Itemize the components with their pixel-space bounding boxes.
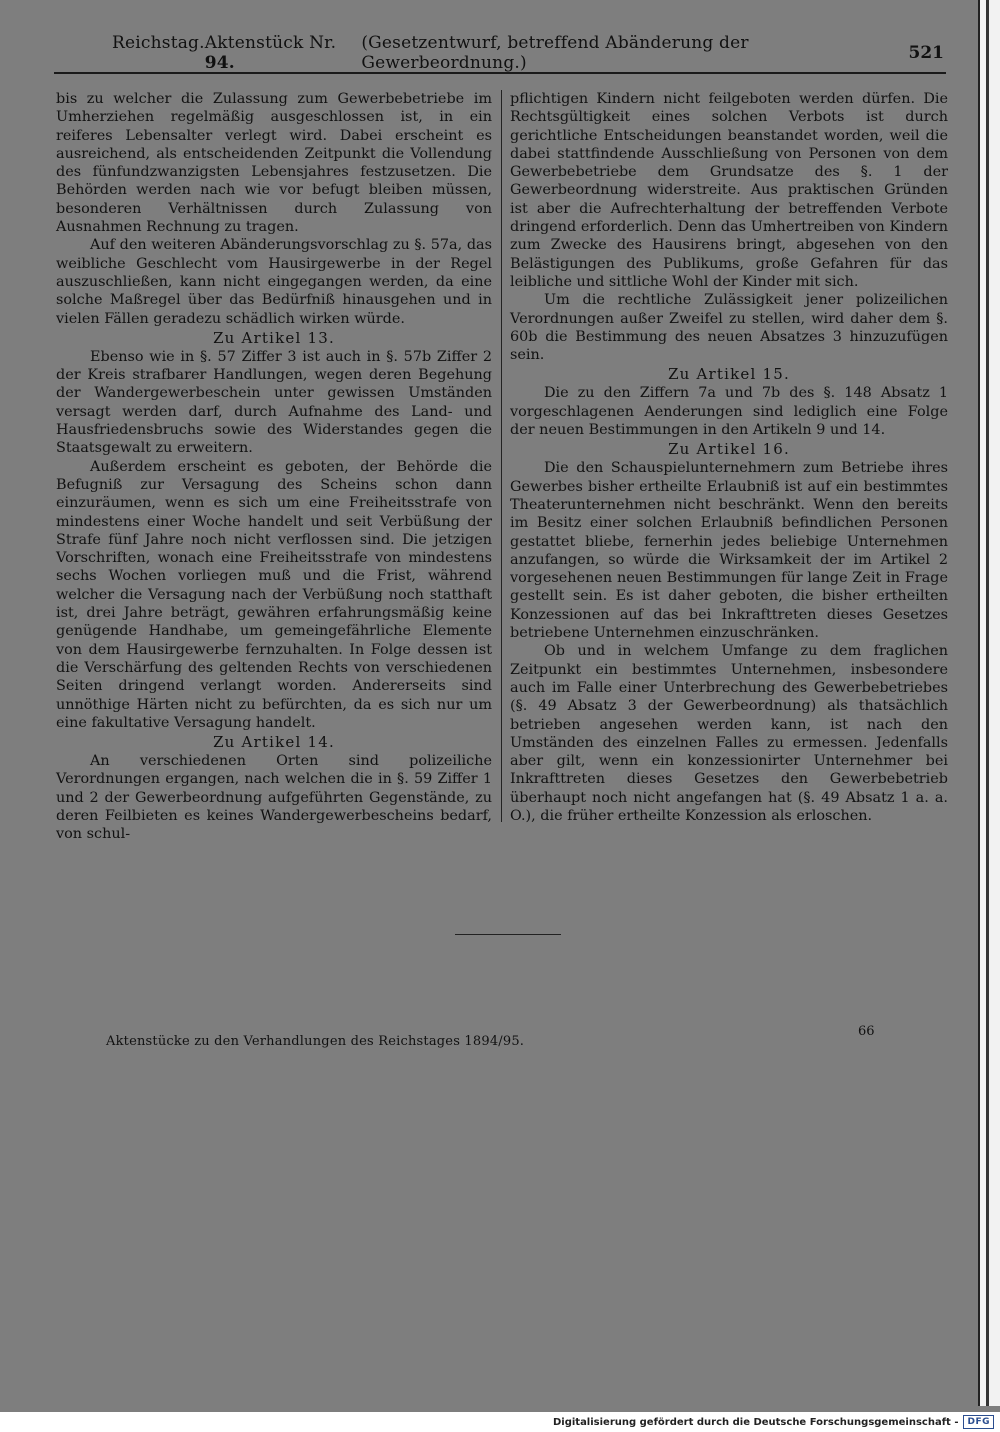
header-subject: (Gesetzentwurf, betreffend Abänderung der Gewerbeordnung.) [361, 33, 749, 73]
paragraph: Außerdem erscheint es geboten, der Behörde die Befugniß zur Versagung des Scheins schon dann einzuräumen, wenn es sich um eine Freiheitsstrafe von mindestens einer Woche handelt und seit Verbüßung der Strafe fünf Jahre noch nicht verflossen sind. Die jetzigen Vorschriften, wonach eine Freiheitsstrafe von mindestens sechs Wochen vorliegen muß und die Frist, während welcher die Versagung nach der Verbüßung noch statthaft ist, drei Jahre beträgt, gewähren erfahrungsmäßig keine genügende Handhabe, um gemeingefährliche Elemente von dem Hausirgewerbe fernzuhalten. In Folge dessen ist die Verschärfung des geltenden Rechts von verschiedenen Seiten dringend verlangt worden. Andererseits sind unnöthige Härten nicht zu befürchten, da es sich nur um eine fakultative Versagung handelt. [56, 458, 492, 731]
section-heading-artikel-13: Zu Artikel 13. [213, 328, 335, 347]
digitization-credit-text: Digitalisierung gefördert durch die Deutsche Forschungsgemeinschaft - [552, 1416, 959, 1428]
footer-signature-number: 66 [858, 1024, 875, 1039]
paragraph: Die den Schauspielunternehmern zum Betriebe ihres Gewerbes bisher ertheilte Erlaubniß ist auf ein bestimmtes Theaterunternehmen nicht beschränkt. Wenn den bereits im Besitz einer solchen Erlaubniß befindlichen Personen gestattet bliebe, fernerhin jedes beliebige Unternehmen anzufangen, so würde die Wirksamkeit der im Artikel 2 vorgesehenen neuen Bestimmungen für lange Zeit in Frage gestellt sein. Es ist daher geboten, die bisher ertheilten Konzessionen auf das bei Inkrafttreten dieses Gesetzes betriebene Unternehmen einzuschränken. [510, 460, 948, 642]
paragraph: Die zu den Ziffern 7a und 7b des §. 148 Absatz 1 vorgeschlagenen Aenderungen sind lediglich eine Folge der neuen Bestimmungen in den Artikeln 9 und 14. [510, 385, 948, 439]
paragraph: pflichtigen Kindern nicht feilgeboten werden dürfen. Die Rechtsgültigkeit eines solchen Verbots ist durch gerichtliche Entscheidungen beanstandet worden, weil die dabei stattfindende Ausschließung von Personen von dem Gewerbebetriebe dem Grundsatze des §. 1 der Gewerbeordnung widerstreite. Aus praktischen Gründen ist aber die Aufrechterhaltung der betreffenden Verbote dringend erforderlich. Denn das Umhertreiben von Kindern zum Zwecke des Hausirens bringt, abgesehen von den Belästigungen des Publikums, große Gefahren für das leibliche und sittliche Wohl der Kinder mit sich. [510, 91, 948, 290]
end-of-text-rule [455, 934, 561, 935]
section-heading-artikel-16: Zu Artikel 16. [668, 440, 790, 459]
dfg-logo-icon[interactable]: DFG [963, 1415, 994, 1429]
header-rule [54, 72, 946, 74]
header-document-number: 94. [204, 53, 235, 73]
page-edge-strip [978, 0, 1000, 1406]
paragraph: Ob und in welchem Umfange zu dem fraglichen Zeitpunkt ein bestimmtes Unternehmen, insbesondere auch im Falle einer Unterbrechung des Gewerbebetriebes (§. 49 Absatz 3 der Gewerbeordnung) als thatsächlich betrieben angesehen werden kann, ist nach den Umständen des einzelnen Falles zu ermessen. Jedenfalls aber gilt, wenn ein konzessionirter Unternehmer bei Inkrafttreten dieses Gesetzes den Gewerbebetrieb überhaupt noch nicht angefangen hat (§. 49 Absatz 1 a. a. O.), die früher ertheilte Konzession als erloschen. [510, 643, 948, 824]
paragraph: Auf den weiteren Abänderungsvorschlag zu §. 57a, das weibliche Geschlecht vom Hausirgewerbe in der Regel auszuschließen, kann nicht eingegangen werden, da eine solche Maßregel über das Bedürfniß hinausgehen und in vielen Fällen geradezu schädlich wirken würde. [56, 237, 492, 327]
header-aktenstueck: Aktenstück Nr. 94. [204, 33, 337, 73]
page-edge-line [986, 0, 989, 1406]
left-column [56, 90, 492, 844]
right-column [510, 90, 948, 825]
running-header [112, 33, 944, 73]
footer-publication-title: Aktenstücke zu den Verhandlungen des Reichstages 1894/95. [106, 1034, 525, 1049]
paragraph: Ebenso wie in §. 57 Ziffer 3 ist auch in §. 57b Ziffer 2 der Kreis strafbarer Handlungen, wegen deren Begehung der Wandergewerbeschein unter gewissen Umständen versagt werden darf, durch Aufnahme des Land- und Hausfriedensbruchs sowie des Widerstandes gegen die Staatsgewalt zu erweitern. [56, 348, 492, 457]
running-title [112, 33, 884, 73]
column-divider [501, 90, 502, 822]
header-reichstag: Reichstag. [112, 33, 205, 53]
paragraph: Um die rechtliche Zulässigkeit jener polizeilichen Verordnungen außer Zweifel zu stellen, wird daher dem §. 60b die Bestimmung des neuen Absatzes 3 hinzuzufügen sein. [510, 292, 948, 364]
digitization-credit-bar [0, 1412, 1000, 1432]
section-heading-artikel-15: Zu Artikel 15. [668, 365, 790, 384]
paragraph: An verschiedenen Orten sind polizeiliche Verordnungen ergangen, nach welchen die in §. 59 Ziffer 1 und 2 der Gewerbeordnung aufgeführten Gegenstände, zu deren Feilbieten es keines Wandergewerbescheins bedarf, von schul- [56, 753, 492, 843]
page-number: 521 [908, 43, 944, 63]
paragraph: bis zu welcher die Zulassung zum Gewerbebetriebe im Umherziehen regelmäßig ausgeschlossen ist, in ein reiferes Lebensalter verlegt wird. Dabei erscheint es ausreichend, als entscheidenden Zeitpunkt die Vollendung des fünfundzwanzigsten Lebensjahres festzusetzen. Die Behörden werden nach wie vor befugt bleiben müssen, besonderen Verhältnissen durch Zulassung von Ausnahmen Rechnung zu tragen. [56, 91, 492, 236]
section-heading-artikel-14: Zu Artikel 14. [213, 733, 335, 752]
